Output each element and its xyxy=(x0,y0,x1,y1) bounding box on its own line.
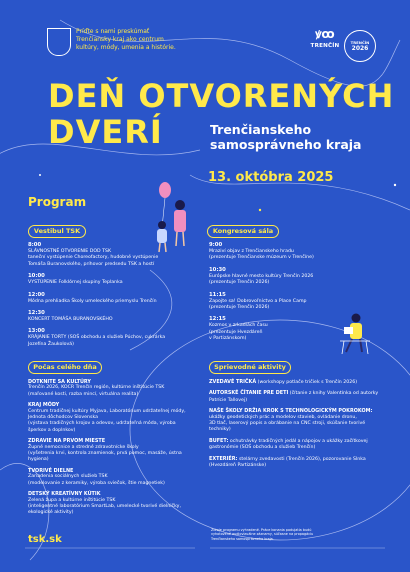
activity-line: (výstava tradičných krojov a odevov, udržateľná móda, výroba xyxy=(28,421,176,427)
subtitle-line2: samosprávneho kraja xyxy=(210,137,362,152)
schedule-time: 12:30 xyxy=(28,310,45,317)
activity-line: techniky) xyxy=(209,427,231,433)
title-line1: DEŇ OTVORENÝCH xyxy=(48,77,395,115)
schedule-time: 13:00 xyxy=(28,328,45,335)
schedule-line: Európske hlavné mesto kultúry Trenčín 2026 xyxy=(209,273,314,279)
kongresova-schedule xyxy=(209,242,359,343)
activity-line: Zelená župa a kultúrne inštitúcie TSK xyxy=(28,497,116,503)
activity-item xyxy=(209,379,384,386)
schedule-item xyxy=(209,292,359,312)
activity-title: BUFET: xyxy=(209,437,229,444)
title-line2: DVERÍ xyxy=(48,113,163,151)
activity-title: ZVEDAVÉ TRIČKÁ xyxy=(209,379,257,385)
trencin-logo-mark: ꝟꝏ xyxy=(315,27,335,41)
trencin-logo-name: TRENČÍN xyxy=(310,43,340,49)
section-label-sprievodne: Sprievodné aktivity xyxy=(209,361,291,374)
schedule-line: VYSTÚPENIE Folklórnej skupiny Teplanka xyxy=(28,280,123,286)
sprievodne-list xyxy=(209,379,384,469)
section-label-kongresova: Kongresová sála xyxy=(207,225,279,238)
activity-line: ukážky geodetických prác a modelov stavieb, ovládanie dronu, xyxy=(209,414,357,420)
activity-title: EXTERIÉR: xyxy=(209,455,238,462)
schedule-time: 11:15 xyxy=(209,291,226,298)
schedule-line: Zapojte sa! Dobrovoľníctvo a Place Camp xyxy=(209,298,307,304)
schedule-line: KONCERT TOMÁŠA BURANOVSKÉHO xyxy=(28,317,113,323)
activity-item xyxy=(209,390,384,404)
subtitle xyxy=(210,122,361,152)
schedule-line: Mraziví objav z Trenčianskeho hradu xyxy=(209,249,294,254)
activity-text: stelárny zvedavosti (Trenčín 2026), pozorovanie Slnka xyxy=(238,456,366,462)
activity-line: Jednota dôchodcov Slovenska xyxy=(28,415,98,421)
activity-item xyxy=(209,408,384,434)
schedule-item xyxy=(28,292,203,305)
region-crest-logo xyxy=(47,28,71,56)
program-heading: Program xyxy=(28,195,87,209)
schedule-line: v Partizánskom) xyxy=(209,336,247,342)
trencin-2026-badge xyxy=(344,30,376,62)
activity-item xyxy=(209,438,384,452)
activity-text: (čítanie z knihy Valentínka od autorky xyxy=(289,391,379,397)
schedule-line: KRÁJANIE TORTY (SOŠ obchodu a služieb Púchov, cukrárka xyxy=(28,335,166,341)
schedule-item xyxy=(28,273,203,286)
activity-line: (modelovanie z keramiky, výroba sviečok, štie magnetiek) xyxy=(28,480,165,486)
schedule-line: (prezentuje Trenčianske múzeum v Trenčíne) xyxy=(209,255,314,261)
schedule-line: (prezentuje Hvezdáreň xyxy=(209,329,263,335)
pocas-list xyxy=(28,379,206,517)
activity-title: ZDRAVIE NA PRVOM MIESTE xyxy=(28,438,106,445)
intro-text xyxy=(76,28,176,51)
badge-line2: 2026 xyxy=(351,45,369,52)
activity-line: (Hvezdáreň Partizánske) xyxy=(209,463,267,469)
activity-title: TVORIVÉ DIELNE xyxy=(28,467,74,474)
activity-item xyxy=(28,402,206,434)
fine-print-line: Zdroje programu vyhradené. Práce konania podujatia budú xyxy=(211,528,312,532)
intro-line: Príďte s nami preskúmať xyxy=(76,28,150,35)
activity-line: (inteligentné laboratórium SmartLab, umelecké tvorivé dielničky, xyxy=(28,503,181,509)
badge-line1: TRENČÍN xyxy=(350,40,370,45)
section-label-pocas: Počas celého dňa xyxy=(28,361,102,374)
intro-line: kultúry, módy, umenia a histórie. xyxy=(76,43,176,51)
activity-line: (vyšetrenia krvi, kontrola znamienok, prvá pomoc, masáže, ústna xyxy=(28,451,182,457)
activity-title: NAŠE ŠKOLY DRŽIA KROK S TECHNOLOGICKÝM POKROKOM: xyxy=(209,408,373,415)
schedule-line: Jozefína Žaukolová) xyxy=(28,341,74,347)
fine-print-line: Trenčianskeho samosprávneho kraja. xyxy=(211,536,274,541)
schedule-line: (prezentuje Trenčín 2026) xyxy=(209,280,270,286)
schedule-line: Kozmos v zrkadlách času xyxy=(209,323,268,329)
schedule-line: (prezentuje Trenčín 2026) xyxy=(209,305,270,311)
event-date: 13. októbra 2025 xyxy=(208,170,334,185)
intro-line: Trenčiansky kraj ako centrum xyxy=(76,35,164,43)
activity-item xyxy=(28,438,206,464)
fine-print xyxy=(211,528,331,541)
schedule-time: 9:00 xyxy=(209,242,223,248)
activity-line: ekologické aktivity) xyxy=(28,510,74,516)
schedule-item xyxy=(209,267,359,287)
section-label-vestibul: Vestibul TSK xyxy=(28,225,86,238)
schedule-time: 10:00 xyxy=(28,273,45,280)
subtitle-line1: Trenčianskeho xyxy=(210,122,312,137)
activity-line: hygiena) xyxy=(28,457,49,463)
activity-line: Zariadenia sociálnych služieb TSK xyxy=(28,474,108,480)
schedule-item xyxy=(28,328,203,348)
activity-title: DOTKNITE SA KULTÚRY xyxy=(28,379,91,385)
schedule-line: Tomáša Buranovského, príhovor predsedu TSK a hostí xyxy=(28,261,155,267)
activity-text: ochutnávky tradičných jedál a nápojov a ukážky začítkovej xyxy=(229,438,368,444)
activity-line: Župné nemocnice a stredné zdravotnícke školy xyxy=(28,444,139,450)
trencin-logo xyxy=(305,28,345,49)
activity-line: Patrície Tallovej) xyxy=(209,397,248,403)
schedule-time: 8:00 xyxy=(28,242,42,248)
activity-text: (workshopy potlače tričiek s Trenčín 2026) xyxy=(257,380,358,385)
activity-title: AUTORSKÉ ČÍTANIE PRE DETI xyxy=(209,390,289,397)
activity-line: gastronómie (SOŠ obchodu a služieb Trenčín) xyxy=(209,445,316,451)
activity-line: Centrum tradičnej kultúry Myjava, Laboratórium udržateľnej módy, xyxy=(28,408,186,414)
activity-line: 3D tlač, laserový popis a obrábanie na CNC stroji, skúšanie tvorivé xyxy=(209,421,366,427)
schedule-item xyxy=(28,310,203,323)
activity-item xyxy=(28,379,206,398)
schedule-item xyxy=(28,242,203,268)
schedule-item xyxy=(209,242,359,262)
website-link[interactable]: tsk.sk xyxy=(28,534,62,545)
schedule-time: 12:00 xyxy=(28,291,45,298)
activity-item xyxy=(28,468,206,487)
activity-item xyxy=(209,456,384,470)
schedule-line: taneční vystúpenie Choreofactory, hudobné vystúpenie xyxy=(28,255,159,261)
activity-title: DETSKÝ KREATÍVNY KÚTIK xyxy=(28,491,101,498)
vestibul-schedule xyxy=(28,242,203,348)
fine-print-line: vyhotovené audiovizuálne záznamy, súčasne na propagáciu xyxy=(211,532,314,537)
schedule-item xyxy=(209,316,359,342)
schedule-line: SLÁVNOSTNÉ OTVORENIE DOD TSK xyxy=(28,249,112,254)
schedule-time: 10:30 xyxy=(209,266,226,273)
activity-line: Trenčín 2026, KOCR Trenčín región, kultúrne inštitúcie TSK xyxy=(28,385,165,391)
schedule-time: 12:15 xyxy=(209,316,226,323)
activity-line: šperkov a doplnkov) xyxy=(28,427,76,433)
schedule-line: Módna prehliadka Školy umeleckého priemyslu Trenčín xyxy=(28,298,157,304)
activity-title: KRAJ MÓDY xyxy=(28,402,60,409)
activity-line: (maľované kosti, razba mincí, virtuálna realita) xyxy=(28,391,139,397)
activity-item xyxy=(28,491,206,517)
